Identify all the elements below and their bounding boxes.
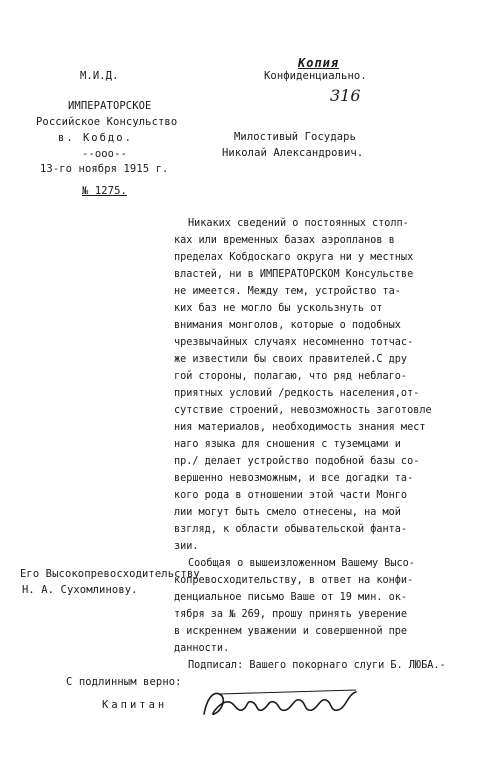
certification-line: С подлинным верно:: [66, 676, 182, 688]
body-line: денциальное письмо Ваше от 19 мин. ок-: [174, 592, 408, 603]
institution-line-2: Российское Консульство: [36, 116, 178, 128]
letter-date: 13-го ноября 1915 г.: [40, 163, 169, 175]
body-line: кого рода в отношении этой части Монго: [174, 490, 408, 501]
body-line: гой стороны, полагаю, что ряд неблаго-: [174, 371, 408, 382]
institution-line-1: ИМПЕРАТОРСКОЕ: [68, 100, 152, 112]
body-line: данности.: [174, 643, 230, 654]
body-line: Сообщая о вышеизложенном Вашему Высо-: [188, 558, 415, 569]
institution-line-3: в. Кобдо.: [58, 132, 133, 144]
salutation-line-2: Николай Александрович.: [222, 147, 364, 159]
body-line: властей, ни в ИМПЕРАТОРСКОМ Консульстве: [174, 269, 414, 280]
body-line: же известили бы своих правителей.С дру: [174, 354, 408, 365]
body-line: пределах Кобдоскаго округа ни у местных: [174, 252, 414, 263]
body-line: в искреннем уважении и совершенной пре: [174, 626, 408, 637]
handwritten-signature: [196, 684, 376, 724]
copy-stamp: Копия: [298, 56, 340, 70]
body-line: ких баз не могло бы ускользнуть от: [174, 303, 383, 314]
body-line: пр./ делает устройство подобной базы со-: [174, 456, 420, 467]
body-line: копревосходительству, в ответ на конфи-: [174, 575, 414, 586]
body-line: ния материалов, необходимость знания мест: [174, 422, 426, 433]
signed-by-line: Подписал: Вашего покорнаго слуги Б. ЛЮБА.-: [188, 660, 446, 671]
body-line: наго языка для сношения с туземцами и: [174, 439, 401, 450]
separator-mark: --ооо--: [82, 148, 127, 160]
letter-number: № 1275.: [82, 185, 127, 197]
body-line: взгляд, к области обывательской фанта-: [174, 524, 408, 535]
body-line: лии могут быть смело отнесены, на мой: [174, 507, 401, 518]
body-line: не имеется. Между тем, устройство та-: [174, 286, 401, 297]
salutation-line-1: Милостивый Государь: [234, 131, 357, 143]
body-line: сутствие строений, невозможность заготовле: [174, 405, 432, 416]
body-line: приятных условий /редкость населения,от-: [174, 388, 420, 399]
addressee-line-1: Его Высокопревосходительству: [20, 568, 200, 580]
ministry-abbreviation: М.И.Д.: [80, 70, 119, 82]
body-line: вершенно невозможным, и все догадки та-: [174, 473, 414, 484]
body-line: зии.: [174, 541, 199, 552]
body-line: тября за № 269, прошу принять уверение: [174, 609, 408, 620]
body-line: внимания монголов, которые о подобных: [174, 320, 401, 331]
body-line: чрезвычайных случаях несомненно тотчас-: [174, 337, 414, 348]
handwritten-page-number: 316: [330, 86, 361, 105]
officer-rank: Капитан: [102, 699, 168, 711]
classification-label: Конфиденциально.: [264, 70, 367, 82]
addressee-line-2: Н. А. Сухомлинову.: [22, 584, 138, 596]
body-line: ках или временных базах аэропланов в: [174, 235, 395, 246]
body-line: Никаких сведений о постоянных столп-: [188, 218, 409, 229]
